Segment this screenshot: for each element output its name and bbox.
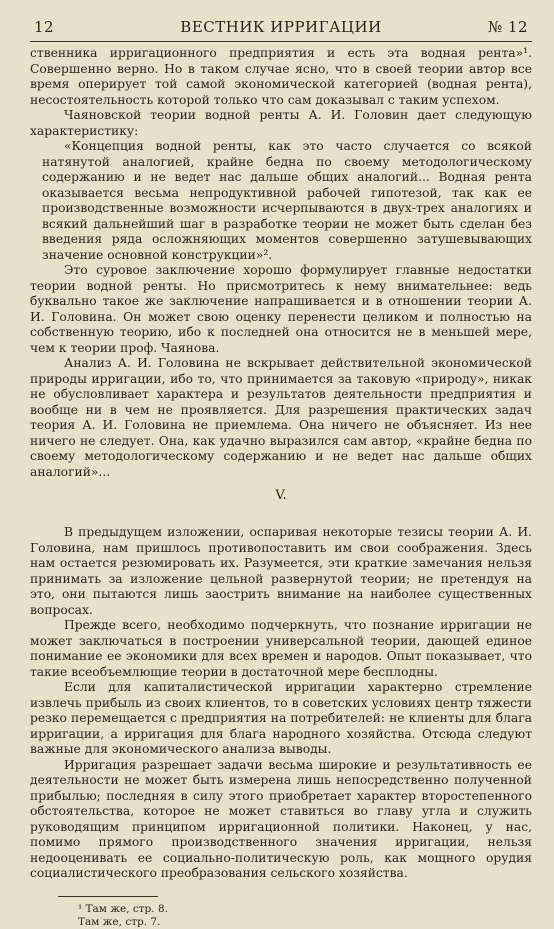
footnote: Там же, стр. 7. xyxy=(78,915,161,928)
journal-title: ВЕСТНИК ИРРИГАЦИИ xyxy=(180,18,382,36)
paragraph: В предыдущем изложении, оспаривая некоторые тезисы теории А. И. Головина, нам пришлось противопоставить им свои соображения. Здесь нам остается резюмировать их. Разумеется, эти краткие замечания нельзя принимать за изложение цельной развернутой теории; не претендуя на это, они пытаются лишь заострить внимание на наиболее существенных вопросах. xyxy=(30,525,532,617)
footnote: ¹ Там же, стр. 8. xyxy=(78,902,168,915)
paragraph: Прежде всего, необходимо подчеркнуть, что познание ирригации не может заключаться в построении универсальной теории, дающей единое понимание ее экономики для всех времен и народов. Опыт показывает, что такие всеобъемлющие теории в достаточной мере бесплодны. xyxy=(30,618,532,679)
article-body xyxy=(30,46,532,929)
running-header xyxy=(30,12,532,42)
paragraph: Анализ А. И. Головина не вскрывает действительной экономической природы ирригации, ибо то, что принимается за таковую «природу», никак не обусловливает характера и результатов деятельности предприятия и вообще ни в чем не проявляется. Для разрешения практических задач теория А. И. Головина не приемлема. Она ничего не объясняет. Из нее ничего не следует. Она, как удачно выразился сам автор, «крайне бедна по своему методологическому содержанию и не ведет нас дальше общих аналогий»... xyxy=(30,356,532,479)
paragraph: Ирригация разрешает задачи весьма широкие и результативность ее деятельности не может быть измерена лишь непосредственно полученной прибылью; последняя в силу этого приобретает характер второстепенного обстоятельства, которое не может ставиться во главу угла и служить руководящим принципом ирригационной политики. Наконец, у нас, помимо прямого производственного значения ирригации, нельзя недооценивать ее социально-политическую роль, как мощного орудия социалистического преобразования сельского хозяйства. xyxy=(30,757,532,880)
paragraph: Чаяновской теории водной ренты А. И. Головин дает следующую характеристику: xyxy=(30,108,532,138)
footnote-rule xyxy=(58,896,158,897)
header-rule xyxy=(30,41,532,42)
issue-number: № 12 xyxy=(487,18,528,36)
block-quote: «Концепция водной ренты, как это часто случается со всякой натянутой аналогией, крайне бедна по своему методологическому содержанию и не ведет нас дальше общих аналогий... Водная рента оказывается весьма непродуктивной рабочей гипотезой, так как ее производственные возможности исчерпываются в двух-трех аналогиях и всякий дальнейший шаг в разработке теории не может быть сделан без введения ряда осложняющих моментов совершенно затушевывающих значение основной конструкции»². xyxy=(42,139,532,262)
page-number: 12 xyxy=(34,18,55,36)
paragraph: ственника ирригационного предприятия и есть эта водная рента»¹. Совершенно верно. Но в таком случае ясно, что в своей теории автор все время оперирует той самой экономической категорией (водная рента), несостоятельность которой только что сам доказывал с таким успехом. xyxy=(30,46,532,107)
section-numeral: V. xyxy=(275,488,287,503)
paragraph: Если для капиталистической ирригации характерно стремление извлечь прибыль из своих клиентов, то в советских условиях центр тяжести резко перемещается с предприятия на потребителей: не клиенты для блага ирригации, а ирригация для блага народного хозяйства. Отсюда следуют важные для экономического анализа выводы. xyxy=(30,680,532,756)
paragraph: Это суровое заключение хорошо формулирует главные недостатки теории водной ренты. Но присмотритесь к нему внимательнее: ведь буквально такое же заключение напрашивается и в отношении теории А. И. Головина. Он может свою оценку перенести целиком и полностью на собственную теорию, ибо к последней она относится не в меньшей мере, чем к теории проф. Чаянова. xyxy=(30,263,532,355)
